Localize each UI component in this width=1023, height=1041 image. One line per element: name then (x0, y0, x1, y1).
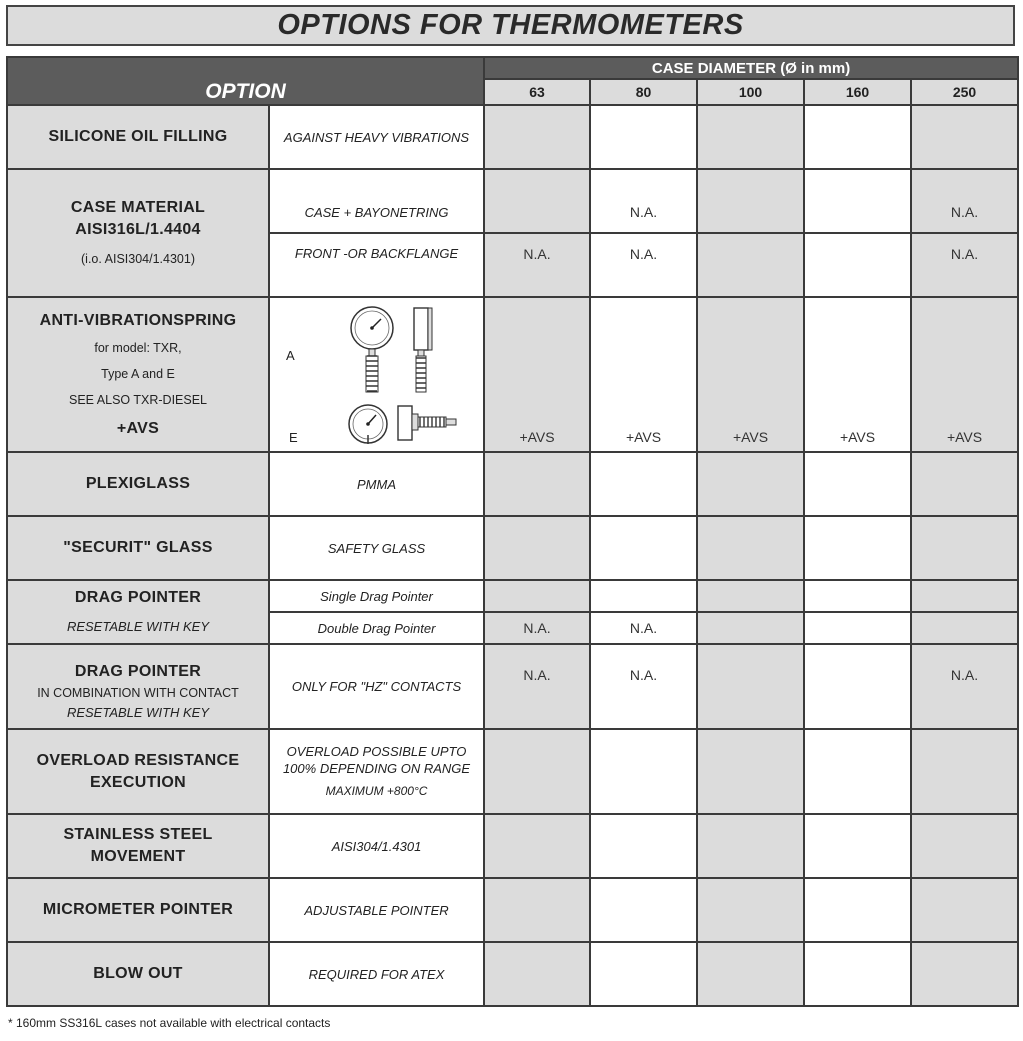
cell (911, 942, 1018, 1006)
option-desc-cell (269, 729, 484, 814)
gauge-type-e-front-icon (346, 402, 390, 446)
cell (697, 452, 804, 516)
cell (590, 516, 697, 580)
cell (484, 452, 590, 516)
table-row (7, 580, 1018, 612)
table-row (7, 516, 1018, 580)
option-name-cell (7, 169, 269, 297)
option-name: "SECURIT" GLASS (63, 539, 213, 556)
cell (484, 942, 590, 1006)
option-header: OPTION (7, 57, 484, 105)
option-name: DRAG POINTER (74, 662, 202, 680)
option-note: SEE ALSO TXR-DIESEL (68, 392, 208, 407)
table-row (7, 729, 1018, 814)
case-diameter-header: CASE DIAMETER (Ø in mm) (484, 57, 1018, 79)
table-row (7, 942, 1018, 1006)
option-name-cell (7, 297, 269, 452)
cell (911, 729, 1018, 814)
cell (697, 105, 804, 169)
table-row (7, 169, 1018, 233)
cell (804, 516, 911, 580)
option-note: RESETABLE WITH KEY (66, 619, 210, 634)
cell (697, 644, 804, 729)
option-desc: REQUIRED FOR ATEX (269, 942, 484, 1006)
cell (590, 942, 697, 1006)
cell (804, 233, 911, 297)
cell (590, 580, 697, 612)
option-name-cell (7, 580, 269, 644)
option-desc: CASE + BAYONETRING (269, 169, 484, 233)
option-desc-line: 100% DEPENDING ON RANGE (282, 761, 471, 776)
cell (484, 580, 590, 612)
cell (804, 105, 911, 169)
value-cell: N.A. (484, 644, 590, 729)
cell (911, 580, 1018, 612)
value-cell: N.A. (911, 233, 1018, 297)
cell (697, 516, 804, 580)
option-desc: PMMA (269, 452, 484, 516)
option-note: (i.o. AISI304/1.4301) (81, 252, 195, 266)
table-row (7, 297, 1018, 452)
option-note: RESETABLE WITH KEY (66, 704, 210, 720)
value-cell: N.A. (484, 612, 590, 644)
cell (484, 169, 590, 233)
cell (590, 452, 697, 516)
option-name: BLOW OUT (93, 965, 183, 982)
options-table (6, 56, 1019, 1007)
value-cell: +AVS (804, 297, 911, 452)
value-cell: +AVS (697, 297, 804, 452)
option-note: for model: TXR, (94, 340, 182, 355)
cell (697, 169, 804, 233)
option-name: CASE MATERIAL (70, 199, 206, 216)
cell (697, 612, 804, 644)
cell (804, 169, 911, 233)
cell (911, 105, 1018, 169)
value-cell: N.A. (590, 169, 697, 233)
option-name: DRAG POINTER (74, 589, 202, 606)
option-code: +AVS (116, 419, 160, 437)
value-cell: N.A. (590, 644, 697, 729)
option-name-cell (7, 878, 269, 942)
option-desc-line: OVERLOAD POSSIBLE UPTO (286, 744, 467, 759)
option-desc: FRONT -OR BACKFLANGE (269, 233, 484, 297)
page-title-bar (6, 5, 1015, 46)
value-cell: +AVS (484, 297, 590, 452)
cell (484, 878, 590, 942)
option-name: PLEXIGLASS (85, 475, 191, 492)
cell (911, 814, 1018, 878)
size-160-header: 160 (804, 79, 911, 105)
cell (911, 878, 1018, 942)
option-name-cell (7, 452, 269, 516)
cell (911, 516, 1018, 580)
type-a-label: A (286, 347, 295, 363)
option-desc: Single Drag Pointer (269, 580, 484, 612)
cell (697, 233, 804, 297)
cell (697, 878, 804, 942)
cell (804, 942, 911, 1006)
value-cell: +AVS (911, 297, 1018, 452)
cell (697, 942, 804, 1006)
cell (804, 580, 911, 612)
size-100-header: 100 (697, 79, 804, 105)
option-name: OVERLOAD RESISTANCE (36, 751, 240, 769)
option-name-line2: EXECUTION (89, 773, 187, 791)
option-note: IN COMBINATION WITH CONTACT (37, 685, 239, 700)
option-desc: Double Drag Pointer (269, 612, 484, 644)
option-name-cell (7, 644, 269, 729)
gauge-type-a-front-icon (348, 304, 400, 396)
cell (804, 814, 911, 878)
option-name-cell (7, 516, 269, 580)
cell (804, 878, 911, 942)
option-desc: AISI304/1.4301 (269, 814, 484, 878)
cell (484, 105, 590, 169)
value-cell: +AVS (590, 297, 697, 452)
cell (697, 729, 804, 814)
option-desc: AGAINST HEAVY VIBRATIONS (269, 105, 484, 169)
table-row (7, 644, 1018, 729)
size-80-header: 80 (590, 79, 697, 105)
option-desc: ONLY FOR "HZ" CONTACTS (269, 644, 484, 729)
option-name: STAINLESS STEEL (63, 826, 213, 843)
footnote: * 160mm SS316L cases not available with electrical contacts (8, 1016, 331, 1030)
option-name-line2: MOVEMENT (90, 848, 186, 865)
table-row (7, 105, 1018, 169)
cell (911, 452, 1018, 516)
option-desc: ADJUSTABLE POINTER (269, 878, 484, 942)
table-row (7, 452, 1018, 516)
cell (590, 814, 697, 878)
option-desc: SAFETY GLASS (269, 516, 484, 580)
gauge-type-e-side-icon (396, 404, 460, 444)
cell (804, 612, 911, 644)
value-cell: N.A. (911, 644, 1018, 729)
option-name-cell (7, 729, 269, 814)
cell (804, 644, 911, 729)
cell (590, 105, 697, 169)
option-name: SILICONE OIL FILLING (48, 128, 228, 145)
table-row (7, 878, 1018, 942)
type-e-label: E (289, 429, 298, 445)
page-title: OPTIONS FOR THERMOMETERS (277, 9, 744, 41)
table-row (7, 814, 1018, 878)
option-name-cell (7, 942, 269, 1006)
value-cell: N.A. (590, 233, 697, 297)
option-name-line2: AISI316L/1.4404 (75, 221, 201, 238)
size-250-header: 250 (911, 79, 1018, 105)
cell (804, 452, 911, 516)
option-name: MICROMETER POINTER (42, 901, 234, 918)
option-desc-line: MAXIMUM +800°C (325, 784, 428, 798)
value-cell: N.A. (911, 169, 1018, 233)
size-63-header: 63 (484, 79, 590, 105)
cell (697, 580, 804, 612)
value-cell: N.A. (590, 612, 697, 644)
cell (911, 612, 1018, 644)
value-cell: N.A. (484, 233, 590, 297)
cell (804, 729, 911, 814)
cell (484, 516, 590, 580)
cell (697, 814, 804, 878)
cell (590, 878, 697, 942)
option-name: ANTI-VIBRATIONSPRING (39, 311, 237, 329)
avs-illustration-cell (269, 297, 484, 452)
cell (484, 814, 590, 878)
option-note: Type A and E (101, 366, 175, 381)
cell (590, 729, 697, 814)
option-name-cell (7, 105, 269, 169)
cell (484, 729, 590, 814)
gauge-type-a-side-icon (410, 306, 438, 396)
option-name-cell (7, 814, 269, 878)
